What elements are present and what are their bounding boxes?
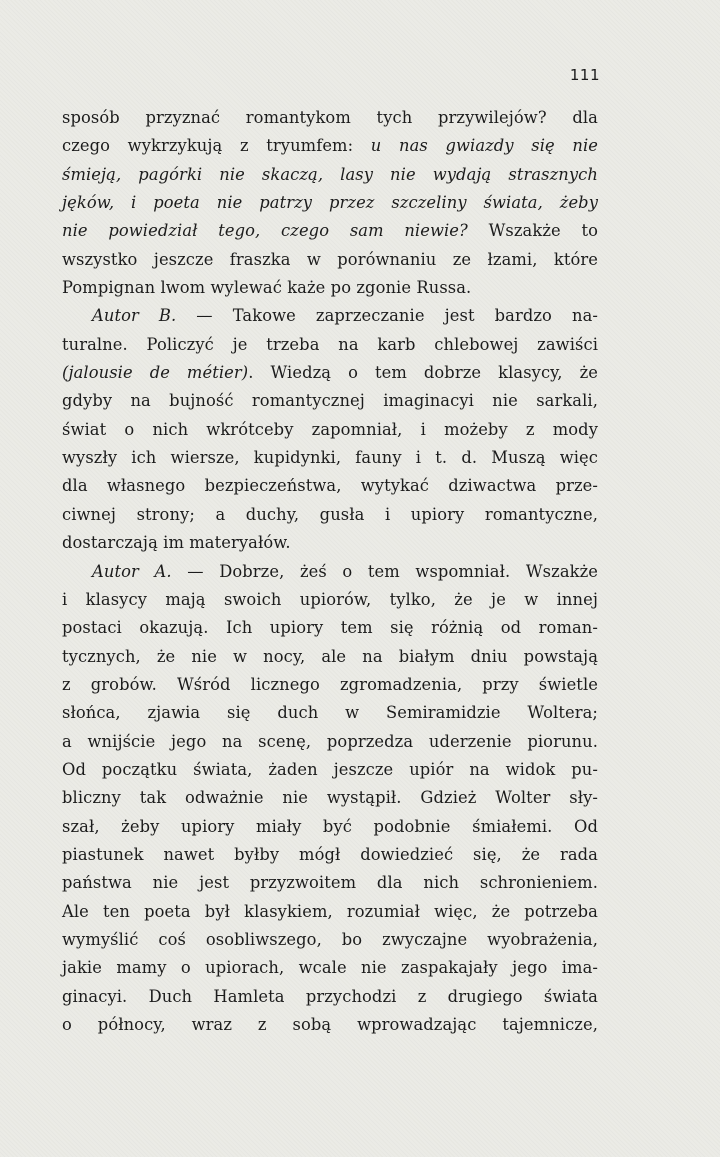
text-line: [62, 784, 598, 812]
text-line: [62, 274, 598, 302]
italic-text: nie powiedział tego, czego sam niewie?: [62, 221, 468, 241]
text-line: [62, 586, 598, 614]
page-number: 111: [569, 66, 600, 84]
text-line: [62, 558, 598, 586]
text-run: dla własnego bezpieczeństwa, wytykać dziwactwa prze-: [62, 476, 598, 496]
text-line: [62, 529, 598, 557]
text-run: wymyślić coś osobliwszego, bo zwyczajne wyobrażenia,: [62, 929, 598, 949]
text-run: ginacyi. Duch Hamleta przychodzi z drugiego świata: [62, 986, 598, 1006]
text-run: a wnijście jego na scenę, poprzedza uderzenie piorunu.: [62, 731, 598, 751]
italic-text: jęków, i poeta nie patrzy przez szczeliny świata, żeby: [62, 193, 598, 213]
text-line: [62, 813, 598, 841]
text-run: słońca, zjawia się duch w Semiramidzie Woltera;: [62, 703, 598, 723]
text-line: [62, 756, 598, 784]
text-run: sposób przyznać romantykom tych przywilejów? dla: [62, 108, 598, 127]
text-line: [62, 246, 598, 274]
text-line: [62, 699, 598, 727]
text-run: o północy, wraz z sobą wprowadzając tajemnicze,: [62, 1015, 598, 1034]
text-run: czego wykrzykują z tryumfem:: [62, 136, 371, 156]
text-line: [62, 501, 598, 529]
text-run: . Wiedzą o tem dobrze klasycy, że: [248, 363, 598, 383]
text-run: — Takowe zaprzeczanie jest bardzo na-: [176, 306, 598, 326]
text-run: postaci okazują. Ich upiory tem się różnią od roman-: [62, 618, 598, 638]
italic-text: u nas gwiazdy się nie: [370, 136, 598, 156]
text-run: ciwnej strony; a duchy, gusła i upiory romantyczne,: [62, 504, 598, 524]
text-line: [62, 217, 598, 245]
text-line: [62, 444, 598, 472]
text-run: jakie mamy o upiorach, wcale nie zaspakajały jego ima-: [62, 958, 598, 978]
text-line: [62, 926, 598, 954]
text-run: wyszły ich wiersze, kupidynki, fauny i t. d. Muszą więc: [62, 448, 598, 468]
text-line: [62, 983, 598, 1011]
text-line: [62, 104, 598, 132]
text-line: [62, 1011, 598, 1039]
text-run: z grobów. Wśród licznego zgromadzenia, przy świetle: [62, 674, 598, 694]
text-run: gdyby na bujność romantycznej imaginacyi nie sarkali,: [62, 391, 598, 411]
text-run: szał, żeby upiory miały być podobnie śmiałemi. Od: [62, 816, 598, 836]
text-run: dostarczają im materyałów.: [62, 533, 291, 553]
body-text: [62, 104, 598, 1039]
text-run: Od początku świata, żaden jeszcze upiór na widok pu-: [62, 759, 598, 779]
text-run: i klasycy mają swoich upiorów, tylko, że je w innej: [62, 589, 598, 609]
text-run: Ale ten poeta był klasykiem, rozumiał więc, że potrzeba: [62, 901, 598, 921]
text-line: [62, 869, 598, 897]
text-run: — Dobrze, żeś o tem wspomniał. Wszakże: [171, 561, 598, 581]
text-line: [62, 331, 598, 359]
text-line: [62, 954, 598, 982]
text-line: [62, 643, 598, 671]
text-line: [62, 671, 598, 699]
italic-text: Autor B.: [92, 306, 177, 326]
text-line: [62, 359, 598, 387]
text-run: państwa nie jest przyzwoitem dla nich schronieniem.: [62, 873, 598, 893]
text-run: bliczny tak odważnie nie wystąpił. Gdzież Wolter sły-: [62, 788, 598, 808]
text-line: [62, 387, 598, 415]
text-line: [62, 898, 598, 926]
text-line: [62, 728, 598, 756]
italic-text: Autor A.: [92, 561, 172, 581]
text-run: wszystko jeszcze fraszka w porównaniu ze łzami, które: [62, 249, 598, 269]
italic-text: (jalousie de métier): [62, 363, 249, 383]
text-run: Wszakże to: [467, 221, 599, 241]
text-line: [62, 614, 598, 642]
text-line: [62, 161, 598, 189]
text-line: [62, 841, 598, 869]
text-run: tycznych, że nie w nocy, ale na białym dniu powstają: [62, 646, 598, 666]
text-line: [62, 416, 598, 444]
text-run: turalne. Policzyć je trzeba na karb chlebowej zawiści: [62, 334, 598, 354]
italic-text: śmieją, pagórki nie skaczą, lasy nie wydają strasznych: [62, 164, 598, 184]
text-line: [62, 302, 598, 330]
text-line: [62, 132, 598, 160]
text-line: [62, 189, 598, 217]
text-run: świat o nich wkrótceby zapomniał, i możeby z mody: [62, 419, 598, 439]
text-run: Pompignan lwom wylewać każe po zgonie Russa.: [62, 278, 472, 298]
text-line: [62, 472, 598, 500]
text-run: piastunek nawet byłby mógł dowiedzieć się, że rada: [62, 844, 598, 864]
